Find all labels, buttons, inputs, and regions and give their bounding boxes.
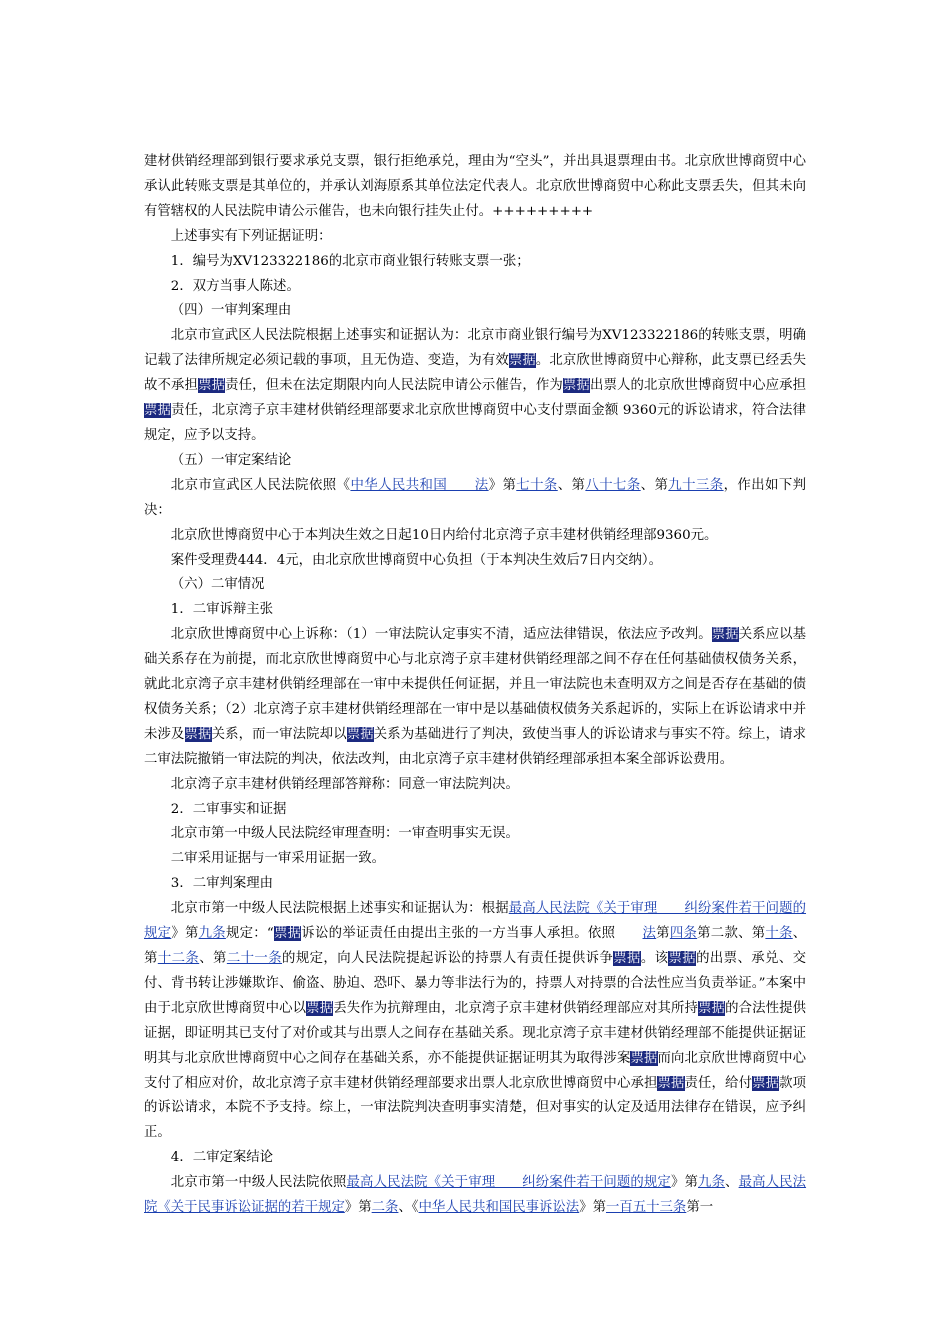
text-run: （六）二审情况 xyxy=(170,577,265,593)
document-paragraph xyxy=(144,897,806,1146)
document-paragraph xyxy=(144,822,806,847)
text-run: 北京市第一中级人民法院根据上述事实和证据认为：根据 xyxy=(170,901,509,917)
text-run: 第二款、第 xyxy=(697,926,766,942)
text-run: （四）一审判案理由 xyxy=(170,303,292,319)
text-run: 4．二审定案结论 xyxy=(170,1150,274,1166)
text-run: 。该 xyxy=(640,951,669,966)
text-run: 、第 xyxy=(199,951,227,966)
legal-reference-link[interactable]: 八十七条 xyxy=(585,477,641,493)
document-page xyxy=(144,150,806,1221)
highlighted-term: 票据 xyxy=(711,627,739,643)
text-run: 、第 xyxy=(640,477,669,493)
legal-reference-link[interactable]: 中华人民共和国 法 xyxy=(350,477,489,493)
text-run: 1．编号为XV123322186的北京市商业银行转账支票一张； xyxy=(170,253,530,269)
text-run: 第 xyxy=(656,926,670,942)
text-run: 款项的诉讼请求，本院不予支持。综上，一审法院判决查明事实清楚，但对事实的认定及适用法律存在错误，应予纠正。 xyxy=(144,1075,807,1141)
text-run: 、 xyxy=(725,1175,739,1191)
highlighted-term: 票据 xyxy=(306,1000,334,1016)
text-run: 责任，给付 xyxy=(684,1075,753,1091)
highlighted-term: 票据 xyxy=(508,353,536,369)
text-run: 建材供销经理部到银行要求承兑支票，银行拒绝承兑，理由为“空头”，并出具退票理由书。北京欣世博商贸中心承认此转账支票是其单位的，并承认刘海原系其单位法定代表人。北京欣世博商贸中心称此支票丢失，但其未向有管辖权的人民法院申请公示催告，也未向银行挂失止付。+++++++++ xyxy=(144,154,806,219)
text-run: 北京欣世博商贸中心上诉称：（1）一审法院认定事实不清，适应法律错误，依法应予改判。 xyxy=(170,627,712,643)
legal-reference-link[interactable]: 一百五十三条 xyxy=(605,1200,687,1216)
document-paragraph xyxy=(144,275,806,300)
highlighted-term: 票据 xyxy=(698,1000,726,1016)
text-run: 第一 xyxy=(686,1200,714,1216)
document-paragraph xyxy=(144,250,806,275)
legal-reference-link[interactable]: 法 xyxy=(642,926,657,942)
text-run: 二审采用证据与一审采用证据一致。 xyxy=(170,851,386,867)
document-paragraph xyxy=(144,872,806,897)
text-run: 北京市第一中级人民法院经审理查明：一审查明事实无误。 xyxy=(170,826,519,842)
document-paragraph xyxy=(144,524,806,549)
highlighted-term: 票据 xyxy=(630,1050,658,1066)
text-run: 3．二审判案理由 xyxy=(170,876,274,892)
highlighted-term: 票据 xyxy=(184,726,212,742)
text-run: 而向北京欣世博商贸中心支付了相应对价，故北京湾子京丰建材供销经理部要求出票人北京欣世博商贸中心承担 xyxy=(144,1050,807,1091)
legal-reference-link[interactable]: 最高人民法院《关于民事诉讼证据的若干规定 xyxy=(144,1175,807,1216)
text-run: 、《 xyxy=(398,1200,419,1216)
legal-reference-link[interactable]: 二十一条 xyxy=(226,951,283,966)
text-run: 。北京欣世博商贸中心辩称，此支票已经丢失故不承担 xyxy=(144,353,807,394)
text-run: 》第 xyxy=(171,926,199,942)
text-run: 》第 xyxy=(579,1200,606,1216)
text-run: 责任，北京湾子京丰建材供销经理部要求北京欣世博商贸中心支付票面金额 9360元的诉讼请求，符合法律规定，应予以支持。 xyxy=(144,403,806,443)
legal-reference-link[interactable]: 九条 xyxy=(698,1175,726,1191)
text-run: 北京欣世博商贸中心于本判决生效之日起10日内给付北京湾子京丰建材供销经理部9360元。 xyxy=(170,527,718,543)
legal-reference-link[interactable]: 二条 xyxy=(371,1200,399,1216)
text-run: 的出票、承兑、交付、背书转让涉嫌欺诈、偷盗、胁迫、恐吓、暴力等非法行为的，持票人对持票的合法性应当负责举证。”本案中由于北京欣世博商贸中心以 xyxy=(144,951,807,1016)
highlighted-term: 票据 xyxy=(613,951,641,966)
text-run: 》第 xyxy=(670,1175,698,1191)
document-paragraph xyxy=(144,623,806,772)
legal-reference-link[interactable]: 四条 xyxy=(669,926,698,942)
text-run: 1．二审诉辩主张 xyxy=(170,602,274,618)
highlighted-term: 票据 xyxy=(273,926,302,942)
text-run: 2．双方当事人陈述。 xyxy=(170,278,300,294)
text-run: 关系，而一审法院却以 xyxy=(211,726,347,742)
text-run: 的规定，向人民法院提起诉讼的持票人有责任提供诉争 xyxy=(282,951,614,966)
document-paragraph xyxy=(144,598,806,623)
document-paragraph xyxy=(144,573,806,598)
legal-reference-link[interactable]: 最高人民法院《关于审理 纠纷案件若干问题的规定 xyxy=(144,901,807,942)
document-paragraph xyxy=(144,798,806,823)
legal-reference-link[interactable]: 九条 xyxy=(198,926,226,942)
text-run: （五）一审定案结论 xyxy=(170,452,292,468)
legal-reference-link[interactable]: 十二条 xyxy=(157,951,200,966)
text-run: 北京市宣武区人民法院根据上述事实和证据认为：北京市商业银行编号为XV123322186的转账支票，明确记载了法律所规定必须记载的事项，且无伪造、变造，为有效 xyxy=(144,328,806,369)
text-run: 案件受理费444．4元，由北京欣世博商贸中心负担（于本判决生效后7日内交纳）。 xyxy=(170,552,662,568)
text-run: 、第 xyxy=(557,477,586,493)
highlighted-term: 票据 xyxy=(144,403,172,419)
highlighted-term: 票据 xyxy=(346,726,374,742)
text-run: 北京市宣武区人民法院依照《 xyxy=(170,477,351,493)
document-paragraph xyxy=(144,225,806,250)
text-run: 》第 xyxy=(488,477,517,493)
highlighted-term: 票据 xyxy=(668,951,697,966)
legal-reference-link[interactable]: 十条 xyxy=(765,926,793,942)
legal-reference-link[interactable]: 九十三条 xyxy=(668,477,724,493)
document-paragraph xyxy=(144,150,806,225)
text-run: 责任，但未在法定期限内向人民法院申请公示催告，作为 xyxy=(225,378,563,394)
text-run: 、第 xyxy=(144,926,807,966)
text-run: 2．二审事实和证据 xyxy=(170,801,287,817)
document-paragraph xyxy=(144,1146,806,1171)
document-paragraph xyxy=(144,449,806,474)
highlighted-term: 票据 xyxy=(752,1075,780,1091)
text-run: 》第 xyxy=(344,1200,372,1216)
document-paragraph xyxy=(144,549,806,574)
highlighted-term: 票据 xyxy=(562,378,590,394)
text-run: 诉讼的举证责任由提出主张的一方当事人承担。依照 xyxy=(301,926,643,942)
text-run: 规定：“ xyxy=(225,926,274,942)
highlighted-term: 票据 xyxy=(198,378,226,394)
text-run: 上述事实有下列证据证明： xyxy=(170,228,332,244)
highlighted-term: 票据 xyxy=(657,1075,685,1091)
legal-reference-link[interactable]: 中华人民共和国民事诉讼法 xyxy=(418,1200,580,1216)
text-run: 北京市第一中级人民法院依照 xyxy=(170,1175,347,1191)
text-run: 北京湾子京丰建材供销经理部答辩称：同意一审法院判决。 xyxy=(170,776,519,792)
document-paragraph xyxy=(144,1171,806,1221)
document-paragraph xyxy=(144,474,806,524)
text-run: ，作出如下判决： xyxy=(144,477,807,518)
document-paragraph xyxy=(144,299,806,324)
text-run: 关系为基础进行了判决，致使当事人的诉讼请求与事实不符。综上，请求二审法院撤销一审法院的判决，依法改判，由北京湾子京丰建材供销经理部承担本案全部诉讼费用。 xyxy=(144,726,807,767)
text-run: 关系应以基础关系存在为前提，而北京欣世博商贸中心与北京湾子京丰建材供销经理部之间不存在任何基础债权债务关系，就此北京湾子京丰建材供销经理部在一审中未提供任何证据，并且一审法院也未查明双方之间是否存在基础的债权债务关系；（2）北京湾子京丰建材供销经理部在一审中是以基础债权债务关系起诉的，实际上在诉讼请求中并未涉及 xyxy=(144,627,806,742)
document-paragraph xyxy=(144,847,806,872)
text-run: 的合法性提供证据，即证明其已支付了对价或其与出票人之间存在基础关系。现北京湾子京丰建材供销经理部不能提供证据证明其与北京欣世博商贸中心之间存在基础关系，亦不能提供证据证明其为取得涉案 xyxy=(144,1000,807,1066)
legal-reference-link[interactable]: 七十条 xyxy=(516,477,558,493)
text-run: 出票人的北京欣世博商贸中心应承担 xyxy=(589,378,807,394)
text-run: 丢失作为抗辩理由，北京湾子京丰建材供销经理部应对其所持 xyxy=(333,1000,699,1016)
document-paragraph xyxy=(144,324,806,449)
document-paragraph xyxy=(144,773,806,798)
legal-reference-link[interactable]: 最高人民法院《关于审理 纠纷案件若干问题的规定 xyxy=(346,1175,671,1191)
